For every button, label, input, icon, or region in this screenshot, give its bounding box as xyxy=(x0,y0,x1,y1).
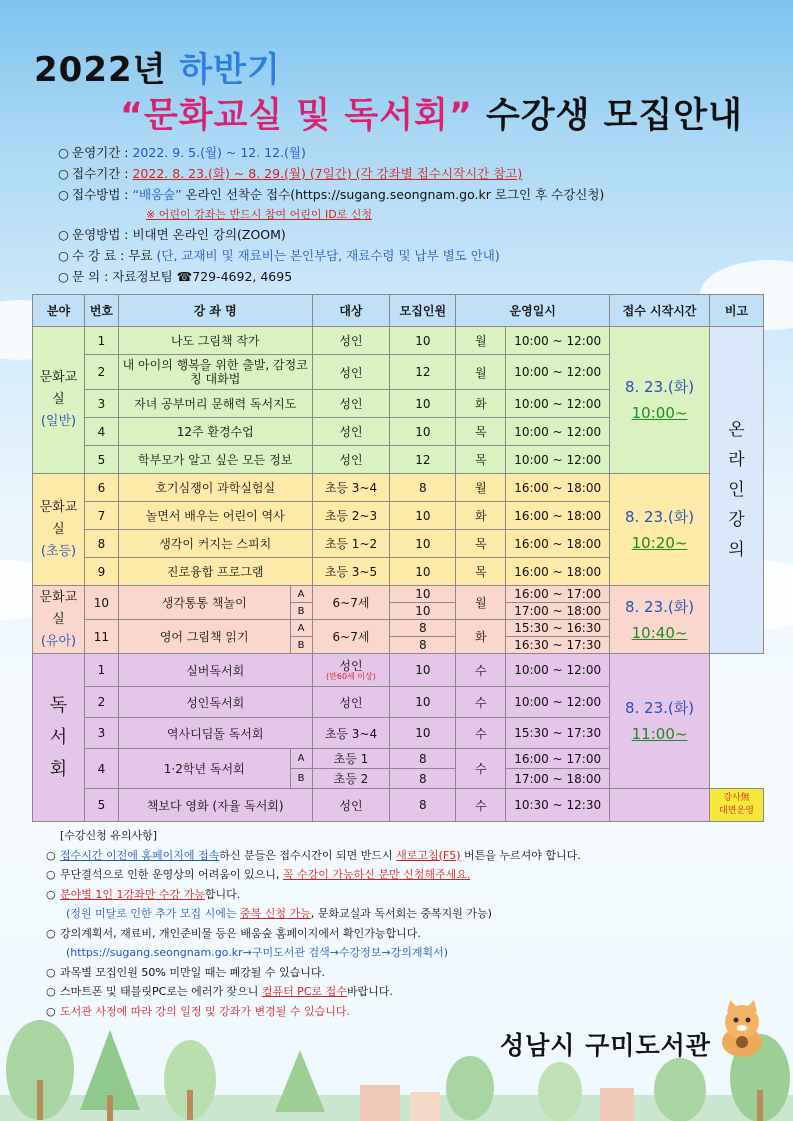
title-rest: 수강생 모집안내 xyxy=(486,96,743,136)
table-row: 8 생각이 커지는 스피치 초등 1~2 10 목 16:00 ~ 18:00 xyxy=(33,530,764,558)
circle-bullet-icon: ○ xyxy=(58,187,69,202)
notes-block xyxy=(46,826,581,1021)
table-header-row xyxy=(33,295,764,327)
course-name: 성인독서회 xyxy=(118,687,312,718)
table-row: 5 학부모가 알고 싶은 모든 정보 성인 12 목 10:00 ~ 12:00 xyxy=(33,446,764,474)
circle-bullet-icon: ○ xyxy=(46,848,56,862)
table-row: 3 역사디딤돌 독서회 초등 3~4 10 수 15:30 ~ 17:30 xyxy=(33,718,764,749)
table-row: 3 자녀 공부머리 문해력 독서지도 성인 10 화 10:00 ~ 12:00 xyxy=(33,390,764,418)
category-reading-club: 독 서 회 xyxy=(33,654,85,822)
circle-bullet-icon: ○ xyxy=(58,145,69,160)
course-name: 역사디딤돌 독서회 xyxy=(118,718,312,749)
note-item: (정원 미달로 인한 추가 모집 시에는 중복 신청 가능, 문화교실과 독서회는 중복지원 가능) xyxy=(66,907,492,920)
course-name: 학부모가 알고 싶은 모든 정보 xyxy=(118,446,312,474)
info-mode: ○ 운영방법 : 비대면 온라인 강의(ZOOM) xyxy=(58,224,604,245)
table-row: 9 진로융합 프로그램 초등 3~5 10 목 16:00 ~ 18:00 xyxy=(33,558,764,586)
table-row: 문화교실 (유아) 10 생각통통 책놀이 A 6~7세 10 월 16:00 ~ 17:00 8. 23.(화) 10:40~ xyxy=(33,586,764,603)
title-half: 하반기 xyxy=(179,50,281,90)
schedule-table xyxy=(32,294,764,822)
table-row: 문화교실 (일반) 1 나도 그림책 작가 성인 10 월 10:00 ~ 12:00 8. 23.(화) 10:00~ 온 라 인 강 의 xyxy=(33,327,764,355)
table-row: 5 책보다 영화 (자율 독서회) 성인 8 수 10:30 ~ 12:30 강사無 대면운영 xyxy=(33,789,764,822)
table-row: B 8 16:30 ~ 17:30 xyxy=(33,637,764,654)
circle-bullet-icon: ○ xyxy=(58,166,69,181)
circle-bullet-icon: ○ xyxy=(46,985,56,998)
course-name: 호기심쟁이 과학실험실 xyxy=(118,474,312,502)
course-name: 생각이 커지는 스피치 xyxy=(118,530,312,558)
course-name: 생각통통 책놀이 xyxy=(118,586,290,620)
course-name: 나도 그림책 작가 xyxy=(118,327,312,355)
category-general: 문화교실 (일반) xyxy=(33,327,85,474)
table-row: B 10 17:00 ~ 18:00 xyxy=(33,603,764,620)
course-name: 12주 환경수업 xyxy=(118,418,312,446)
table-row: 2 내 아이의 행복을 위한 출발, 감정코칭 대화법 성인 12 월 10:00 ~ 12:00 xyxy=(33,355,764,390)
category-kids: 문화교실 (유아) xyxy=(33,586,85,654)
circle-bullet-icon: ○ xyxy=(58,227,69,242)
table-row: 독 서 회 1 실버독서회 성인 (만60세 이상) 10 수 10:00 ~ 12:00 8. 23.(화) 11:00~ xyxy=(33,654,764,687)
title-quoted: “문화교실 및 독서회” xyxy=(120,96,473,136)
info-block xyxy=(58,142,604,287)
table-row: B 초등 2 8 17:00 ~ 18:00 xyxy=(33,769,764,789)
course-name: 내 아이의 행복을 위한 출발, 감정코칭 대화법 xyxy=(118,355,312,390)
header-course: 강 좌 명 xyxy=(118,295,312,327)
note-item: ○ 스마트폰 및 태블릿PC로는 에러가 잦으니 컴퓨터 PC로 접수바랍니다. xyxy=(46,982,581,1002)
note-item: ○ 분야별 1인 1강좌만 수강 가능합니다. xyxy=(46,885,581,905)
info-period: ○ 운영기간 : 2022. 9. 5.(월) ~ 12. 12.(월) xyxy=(58,142,604,163)
circle-bullet-icon: ○ xyxy=(46,1004,56,1018)
note-item: ○ 과목별 모집인원 50% 미만일 때는 폐강될 수 있습니다. xyxy=(46,963,581,983)
course-name: 1·2학년 독서회 xyxy=(118,749,290,789)
title-year: 2022년 xyxy=(34,50,167,90)
table-row: 문화교실 (초등) 6 호기심쟁이 과학실험실 초등 3~4 8 월 16:00 ~ 18:00 8. 23.(화) 10:20~ xyxy=(33,474,764,502)
header-field: 분야 xyxy=(33,295,85,327)
course-name: 놀면서 배우는 어린이 역사 xyxy=(118,502,312,530)
title-line-1 xyxy=(34,42,281,91)
start-time-elementary: 8. 23.(화) 10:20~ xyxy=(610,474,710,586)
remark-online: 온 라 인 강 의 xyxy=(710,327,764,654)
course-name: 책보다 영화 (자율 독서회) xyxy=(118,789,312,822)
header-remark: 비고 xyxy=(710,295,764,327)
start-time-club: 8. 23.(화) 11:00~ xyxy=(610,654,710,789)
circle-bullet-icon: ○ xyxy=(58,269,69,284)
info-apply: ○ 접수기간 : 2022. 8. 23.(화) ~ 8. 29.(월) (7일간) (각 강좌별 접수시작시간 참고) xyxy=(58,163,604,184)
header-capacity: 모집인원 xyxy=(390,295,456,327)
note-item: ○ 도서관 사정에 따라 강의 일정 및 강좌가 변경될 수 있습니다. xyxy=(46,1002,581,1022)
note-link: (https://sugang.seongnam.go.kr→구미도서관 검색→수강정보→강의계획서) xyxy=(66,946,449,959)
start-time-kids: 8. 23.(화) 10:40~ xyxy=(610,586,710,654)
header-target: 대상 xyxy=(312,295,390,327)
title-line-2 xyxy=(120,88,743,138)
circle-bullet-icon: ○ xyxy=(46,887,56,901)
note-item: ○ 강의계획서, 재료비, 개인준비물 등은 배움숲 홈페이지에서 확인가능합니다. xyxy=(46,924,581,944)
table-row: 7 놀면서 배우는 어린이 역사 초등 2~3 10 화 16:00 ~ 18:00 xyxy=(33,502,764,530)
header-no: 번호 xyxy=(84,295,118,327)
course-name: 진로융합 프로그램 xyxy=(118,558,312,586)
info-fee: ○ 수 강 료 : 무료 (단, 교재비 및 재료비는 본인부담, 재료수령 및 납부 별도 안내) xyxy=(58,245,604,266)
notes-heading: [수강신청 유의사항] xyxy=(60,829,158,842)
table-row: 11 영어 그림책 읽기 A 6~7세 8 화 15:30 ~ 16:30 xyxy=(33,620,764,637)
info-method-note: ※ 어린이 강좌는 반드시 참여 어린이 ID로 신청 xyxy=(146,208,373,221)
table-row: 4 12주 환경수업 성인 10 목 10:00 ~ 12:00 xyxy=(33,418,764,446)
library-name: 성남시 구미도서관 xyxy=(500,1031,711,1060)
table-row: 4 1·2학년 독서회 A 초등 1 8 수 16:00 ~ 17:00 xyxy=(33,749,764,769)
header-schedule: 운영일시 xyxy=(456,295,610,327)
circle-bullet-icon: ○ xyxy=(58,248,69,263)
course-name: 영어 그림책 읽기 xyxy=(118,620,290,654)
circle-bullet-icon: ○ xyxy=(46,926,56,940)
circle-bullet-icon: ○ xyxy=(46,868,56,881)
circle-bullet-icon: ○ xyxy=(46,965,56,979)
category-elementary: 문화교실 (초등) xyxy=(33,474,85,586)
note-item: ○ 무단결석으로 인한 운영상의 어려움이 있으니, 꼭 수강이 가능하신 분만 신청해주세요. xyxy=(46,865,581,885)
cat-mascot-icon xyxy=(714,998,770,1058)
course-name: 자녀 공부머리 문해력 독서지도 xyxy=(118,390,312,418)
note-item: ○ 접수시간 이전에 홈페이지에 접속하신 분들은 접수시간이 되면 반드시 새로고침(F5) 버튼을 누르셔야 합니다. xyxy=(46,846,581,866)
table-row: 2 성인독서회 성인 10 수 10:00 ~ 12:00 xyxy=(33,687,764,718)
start-time-general: 8. 23.(화) 10:00~ xyxy=(610,327,710,474)
remark-offline: 강사無 대면운영 xyxy=(710,789,764,822)
header-start: 접수 시작시간 xyxy=(610,295,710,327)
info-method: ○ 접수방법 : “배움숲” 온라인 선착순 접수(https://sugang.seongnam.go.kr 로그인 후 수강신청) xyxy=(58,184,604,205)
course-name: 실버독서회 xyxy=(118,654,312,687)
info-contact: ○ 문 의 : 자료정보팀 ☎729-4692, 4695 xyxy=(58,266,604,287)
